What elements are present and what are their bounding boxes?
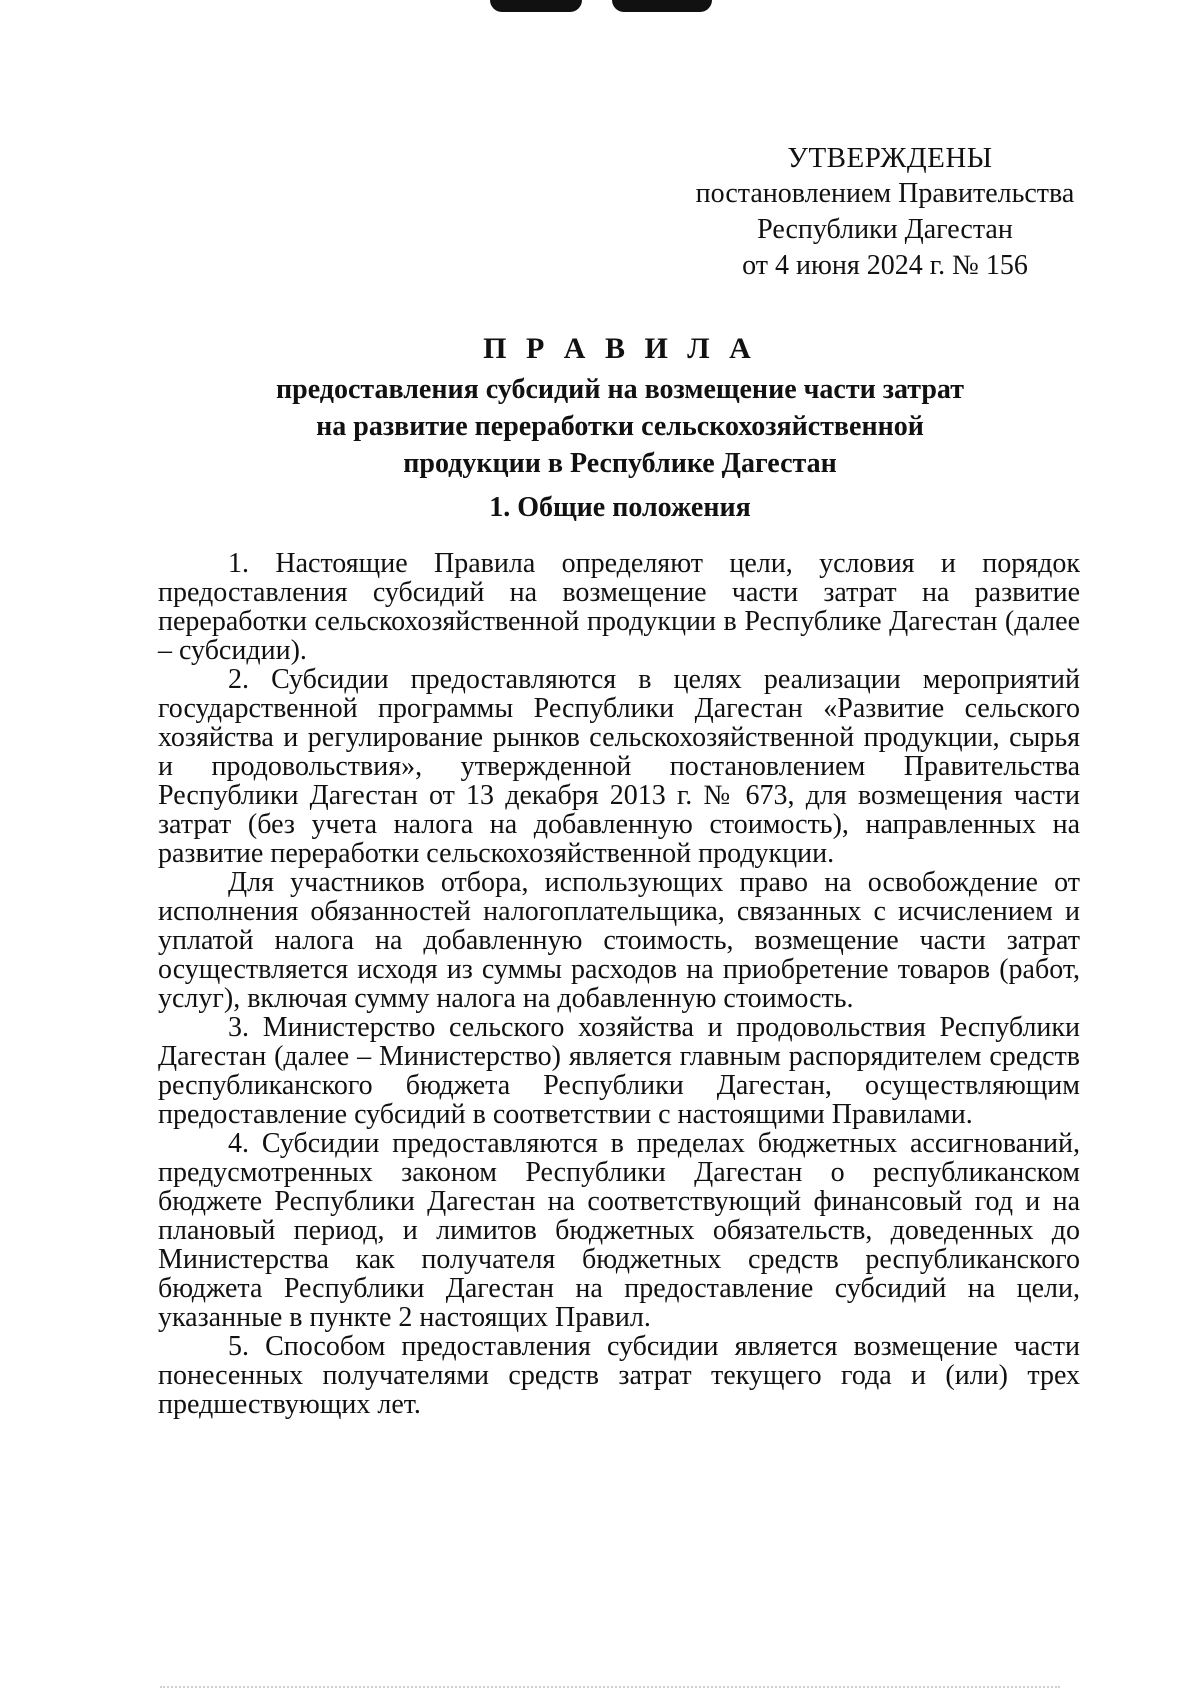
approval-block xyxy=(640,140,1130,284)
approval-line: постановлением Правительства xyxy=(695,178,1075,209)
title-line: предоставления субсидий на возмещение части затрат xyxy=(276,374,964,405)
title-word: П Р А В И Л А xyxy=(483,332,757,365)
title-line: на развитие переработки сельскохозяйственной xyxy=(316,411,924,442)
scan-artifact xyxy=(612,0,712,12)
paragraph: 1. Настоящие Правила определяют цели, условия и порядок предоставления субсидий на возмещение части затрат на развитие переработки сельскохозяйственной продукции в Республике Дагестан (далее – субсидии). xyxy=(158,548,1080,666)
document-body xyxy=(158,549,1080,1419)
paragraph: 2. Субсидии предоставляются в целях реализации мероприятий государственной программы Республики Дагестан «Развитие сельского хозяйства и регулирование рынков сельскохозяйственной продукции, сырья и продовольствия», утвержденной постановлением Правительства Республики Дагестан от 13 декабря 2013 г. № 673, для возмещения части затрат (без учета налога на добавленную стоимость), направленных на развитие переработки сельскохозяйственной продукции. xyxy=(158,664,1080,869)
approval-date-line: от 4 июня 2024 г. № 156 xyxy=(742,250,1028,281)
document-title xyxy=(180,330,1060,482)
section-heading: 1. Общие положения xyxy=(489,492,751,523)
scan-artifact xyxy=(490,0,582,12)
scan-artifact xyxy=(160,1686,1060,1691)
title-line: продукции в Республике Дагестан xyxy=(403,448,837,479)
paragraph: 3. Министерство сельского хозяйства и продовольствия Республики Дагестан (далее – Министерство) является главным распорядителем средств республиканского бюджета Республики Дагестан, осуществляющим предоставление субсидий в соответствии с настоящими Правилами. xyxy=(158,1012,1080,1130)
approval-line: Республики Дагестан xyxy=(757,214,1013,245)
paragraph: 4. Субсидии предоставляются в пределах бюджетных ассигнований, предусмотренных законом Республики Дагестан о республиканском бюджете Республики Дагестан на соответствующий финансовый год и на плановый период, и лимитов бюджетных обязательств, доведенных до Министерства как получателя бюджетных средств республиканского бюджета Республики Дагестан на предоставление субсидий на цели, указанные в пункте 2 настоящих Правил. xyxy=(158,1128,1080,1333)
paragraph: Для участников отбора, использующих право на освобождение от исполнения обязанностей налогоплательщика, связанных с исчислением и уплатой налога на добавленную стоимость, возмещение части затрат осуществляется исходя из суммы расходов на приобретение товаров (работ, услуг), включая сумму налога на добавленную стоимость. xyxy=(158,867,1080,1014)
paragraph: 5. Способом предоставления субсидии является возмещение части понесенных получателями средств затрат текущего года и (или) трех предшествующих лет. xyxy=(158,1331,1080,1420)
approval-heading: УТВЕРЖДЕНЫ xyxy=(787,142,993,174)
